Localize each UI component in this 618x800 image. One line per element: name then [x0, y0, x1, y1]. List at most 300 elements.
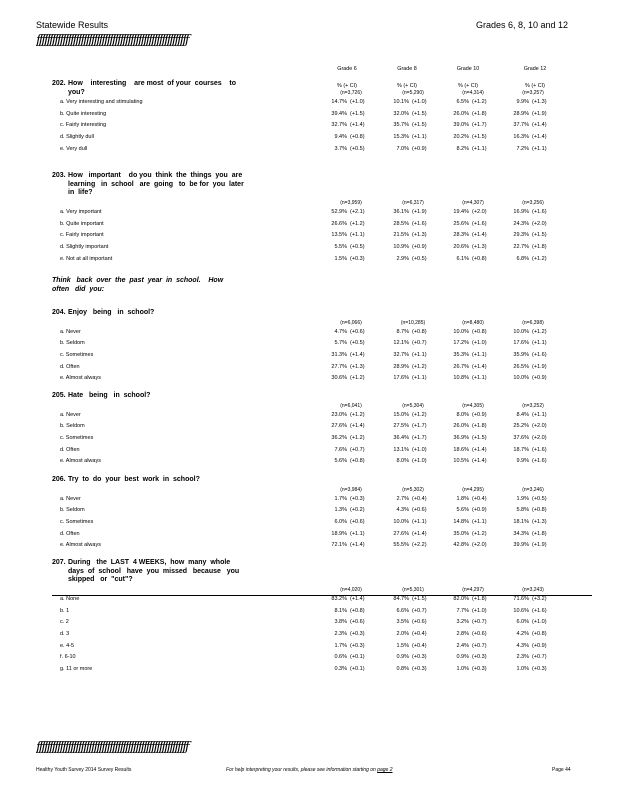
percent-value: 5.5%: [334, 243, 347, 250]
table-row: [60, 134, 618, 144]
confidence-interval: (+1.4): [350, 352, 365, 358]
confidence-interval: (+1.6): [472, 220, 487, 227]
answer-label: b. Seldom: [60, 423, 85, 430]
confidence-interval: (+0.3): [350, 495, 365, 502]
percent-value: 27.6%: [331, 423, 347, 430]
confidence-interval: (+1.4): [350, 122, 365, 129]
percent-value: 10.8%: [453, 375, 469, 382]
table-row: [60, 364, 618, 374]
confidence-interval: (+0.5): [532, 495, 547, 502]
confidence-interval: (+0.9): [472, 411, 487, 418]
table-row: [60, 507, 618, 517]
percent-value: 4.3%: [516, 642, 529, 649]
top-divider: ƒƒƒƒƒƒƒƒƒƒƒƒƒƒƒƒƒƒƒƒƒƒƒƒƒƒƒƒƒƒƒƒƒƒƒƒƒƒƒƒƒƒƒƒƒƒƒƒƒƒƒƒƒƒƒƒƒƒ: [36, 33, 188, 48]
confidence-interval: (+1.1): [472, 352, 487, 358]
confidence-interval: (+0.6): [350, 619, 365, 626]
percent-value: 0.9%: [396, 654, 409, 661]
table-row: [60, 447, 618, 457]
answer-label: c. Sometimes: [60, 352, 94, 358]
table-row: [60, 596, 618, 606]
percent-value: 1.0%: [456, 666, 469, 672]
confidence-interval: (+1.1): [532, 411, 547, 418]
percent-value: 7.0%: [396, 145, 409, 152]
confidence-interval: (+1.5): [412, 110, 427, 117]
percent-value: 1.8%: [456, 495, 469, 502]
percent-value: 16.3%: [513, 134, 529, 141]
confidence-interval: (+1.8): [532, 243, 547, 250]
confidence-interval: (+0.3): [412, 654, 427, 661]
percent-value: 26.7%: [453, 363, 469, 370]
confidence-interval: (+0.3): [472, 666, 487, 672]
percent-value: 9.9%: [516, 458, 529, 465]
table-row: [60, 256, 618, 266]
confidence-interval: (+2.1): [350, 208, 365, 215]
confidence-interval: (+1.4): [350, 423, 365, 430]
percent-value: 6.0%: [334, 519, 347, 525]
confidence-interval: (+1.4): [350, 542, 365, 549]
answer-label: a. Never: [60, 495, 81, 502]
q203-question: [52, 172, 244, 198]
percent-value: 10.9%: [393, 243, 409, 250]
confidence-interval: (+0.8): [412, 328, 427, 335]
confidence-interval: (+1.9): [532, 363, 547, 370]
confidence-interval: (+0.8): [532, 630, 547, 637]
confidence-interval: (+1.6): [532, 446, 547, 453]
percent-value: 3.5%: [396, 619, 409, 626]
confidence-interval: (+0.9): [532, 375, 547, 382]
sample-size: (n=3,243): [522, 586, 544, 593]
percent-value: 39.4%: [331, 110, 347, 117]
confidence-interval: (+0.8): [350, 458, 365, 465]
confidence-interval: (+1.2): [472, 530, 487, 537]
percent-value: 34.3%: [513, 530, 529, 537]
percent-value: 8.0%: [396, 458, 409, 465]
percent-value: 39.9%: [513, 542, 529, 549]
percent-value: 27.6%: [393, 530, 409, 537]
sample-size: (n=5,301): [402, 586, 424, 593]
percent-value: 35.3%: [453, 352, 469, 358]
confidence-interval: (+1.1): [532, 340, 547, 347]
percent-value: 2.3%: [334, 630, 347, 637]
q204-sample-sizes: [0, 320, 618, 328]
percent-value: 32.7%: [393, 352, 409, 358]
sample-size: (n=3,257): [522, 90, 544, 96]
percent-value: 10.5%: [453, 458, 469, 465]
percent-value: 31.3%: [331, 352, 347, 358]
confidence-interval: (+0.1): [350, 654, 365, 661]
answer-label: e. 4-5: [60, 642, 75, 649]
percent-value: 8.7%: [396, 328, 409, 335]
answer-label: b. Seldom: [60, 507, 85, 514]
confidence-interval: (+0.4): [472, 495, 487, 502]
confidence-interval: (+1.5): [472, 435, 487, 441]
q206-number: 206.: [52, 476, 66, 483]
percent-value: 18.1%: [513, 519, 529, 525]
confidence-interval: (+0.3): [350, 630, 365, 637]
percent-value: 28.9%: [393, 363, 409, 370]
percent-value: 7.2%: [516, 145, 529, 152]
table-row: [60, 146, 618, 156]
confidence-interval: (+1.4): [350, 595, 365, 602]
sample-size: (n=4,297): [462, 586, 484, 593]
q202-title: How interesting are most of your courses to you?: [68, 80, 237, 96]
percent-value: 36.4%: [393, 435, 409, 441]
percent-value: 12.1%: [393, 340, 409, 347]
percent-value: 2.7%: [396, 495, 409, 502]
confidence-interval: (+1.1): [412, 352, 427, 358]
confidence-interval: (+2.0): [472, 208, 487, 215]
percent-value: 83.2%: [331, 595, 347, 602]
percent-value: 5.6%: [456, 507, 469, 514]
percent-value: 10.0%: [513, 328, 529, 335]
sample-size: (n=3,246): [522, 486, 544, 493]
q203-sample-sizes: [0, 200, 618, 208]
table-row: [60, 519, 618, 529]
confidence-interval: (+1.0): [412, 99, 427, 105]
sample-size: (n=5,304): [402, 402, 424, 409]
percent-value: 0.9%: [456, 654, 469, 661]
confidence-interval: (+0.6): [472, 630, 487, 637]
confidence-interval: (+0.7): [350, 446, 365, 453]
percent-value: 15.0%: [393, 411, 409, 418]
confidence-interval: (+0.8): [532, 507, 547, 514]
confidence-interval: (+1.1): [532, 145, 547, 152]
answer-label: a. Very interesting and stimulating: [60, 99, 143, 105]
percent-value: 17.6%: [513, 340, 529, 347]
confidence-interval: (+1.4): [412, 530, 427, 537]
percent-value: 17.2%: [453, 340, 469, 347]
confidence-interval: (+1.2): [350, 375, 365, 382]
percent-value: 52.9%: [331, 208, 347, 215]
percent-value: 17.6%: [393, 375, 409, 382]
confidence-interval: (+3.2): [532, 595, 547, 602]
percent-value: 26.5%: [513, 363, 529, 370]
confidence-interval: (+1.0): [412, 458, 427, 465]
q207-question: [52, 559, 239, 585]
confidence-interval: (+1.6): [532, 607, 547, 614]
table-row: [60, 531, 618, 541]
answer-label: f. 6-10: [60, 654, 76, 661]
bottom-divider: ƒƒƒƒƒƒƒƒƒƒƒƒƒƒƒƒƒƒƒƒƒƒƒƒƒƒƒƒƒƒƒƒƒƒƒƒƒƒƒƒƒƒƒƒƒƒƒƒƒƒƒƒƒƒƒƒƒƒ: [36, 740, 188, 755]
percent-value: 1.9%: [516, 495, 529, 502]
confidence-interval: (+0.5): [350, 243, 365, 250]
confidence-interval: (+1.1): [350, 232, 365, 239]
percent-value: 29.3%: [513, 232, 529, 239]
footer-survey: Healthy Youth Survey 2014 Survey Results: [36, 767, 132, 773]
q202-sample-sizes: [0, 90, 618, 98]
percent-value: 20.2%: [453, 134, 469, 141]
percent-value: 26.6%: [331, 220, 347, 227]
table-row: [60, 209, 618, 219]
percent-value: 4.2%: [516, 630, 529, 637]
table-row: [60, 654, 618, 664]
answer-label: a. Never: [60, 411, 81, 418]
q207-sample-sizes: [0, 587, 618, 595]
percent-value: 10.0%: [513, 375, 529, 382]
percent-value: 39.0%: [453, 122, 469, 129]
confidence-interval: (+1.4): [532, 134, 547, 141]
percent-value: 35.0%: [453, 530, 469, 537]
confidence-interval: (+1.2): [350, 435, 365, 441]
answer-label: a. Very important: [60, 208, 102, 215]
confidence-interval: (+1.0): [472, 607, 487, 614]
confidence-interval: (+0.3): [350, 642, 365, 649]
confidence-interval: (+0.6): [412, 619, 427, 626]
sample-size: (n=6,066): [340, 319, 362, 326]
percent-value: 28.9%: [513, 110, 529, 117]
percent-value: 22.7%: [513, 243, 529, 250]
confidence-interval: (+0.7): [412, 340, 427, 347]
percent-value: 4.7%: [334, 328, 347, 335]
table-row: [60, 340, 618, 350]
percent-value: 21.5%: [393, 232, 409, 239]
table-row: [60, 643, 618, 653]
confidence-interval: (+1.4): [472, 363, 487, 370]
percent-value: 5.6%: [334, 458, 347, 465]
confidence-interval: (+0.8): [472, 255, 487, 262]
confidence-interval: (+1.2): [472, 99, 487, 105]
confidence-interval: (+1.3): [412, 232, 427, 239]
sample-size: (n=10,285): [400, 319, 426, 326]
percent-value: 6.5%: [456, 99, 469, 105]
q205-sample-sizes: [0, 403, 618, 411]
percent-value: 1.5%: [334, 255, 347, 262]
percent-value: 32.0%: [393, 110, 409, 117]
sample-size: (n=8,480): [462, 319, 484, 326]
confidence-interval: (+0.6): [350, 519, 365, 525]
confidence-interval: (+1.9): [412, 208, 427, 215]
confidence-interval: (+1.6): [532, 458, 547, 465]
section-intro: Think back over the past year in school. How often did you:: [52, 277, 224, 293]
q203-number: 203.: [52, 172, 66, 179]
percent-value: 18.6%: [453, 446, 469, 453]
percent-value: 1.7%: [334, 495, 347, 502]
confidence-interval: (+2.0): [472, 542, 487, 549]
answer-label: d. Often: [60, 446, 80, 453]
confidence-interval: (+1.2): [350, 220, 365, 227]
confidence-interval: (+0.5): [412, 255, 427, 262]
percent-value: 71.6%: [513, 595, 529, 602]
confidence-interval: (+0.7): [472, 642, 487, 649]
percent-value: 5.7%: [334, 340, 347, 347]
sample-size: (n=3,256): [522, 199, 544, 206]
confidence-interval: (+1.8): [472, 595, 487, 602]
q205-title: Hate being in school?: [68, 392, 151, 399]
confidence-interval: (+0.7): [472, 619, 487, 626]
table-row: [60, 631, 618, 641]
sample-size: (n=3,726): [340, 90, 362, 96]
confidence-interval: (+1.1): [350, 530, 365, 537]
confidence-interval: (+1.1): [412, 134, 427, 141]
confidence-interval: (+1.1): [472, 375, 487, 382]
confidence-interval: (+1.4): [472, 232, 487, 239]
percent-value: 0.3%: [334, 666, 347, 672]
q204-number: 204.: [52, 309, 66, 316]
percent-value: 2.0%: [396, 630, 409, 637]
confidence-interval: (+1.6): [412, 220, 427, 227]
percent-value: 20.6%: [453, 243, 469, 250]
percent-value: 2.9%: [396, 255, 409, 262]
percent-value: 0.6%: [334, 654, 347, 661]
confidence-interval: (+0.9): [412, 243, 427, 250]
confidence-interval: (+2.2): [412, 542, 427, 549]
confidence-interval: (+1.2): [412, 363, 427, 370]
q204-title: Enjoy being in school?: [68, 309, 155, 316]
percent-value: 9.4%: [334, 134, 347, 141]
table-row: [60, 375, 618, 385]
percent-value: 3.8%: [334, 619, 347, 626]
percent-value: 10.0%: [393, 519, 409, 525]
confidence-interval: (+0.5): [350, 340, 365, 347]
confidence-interval: (+1.5): [532, 232, 547, 239]
percent-value: 5.8%: [516, 507, 529, 514]
table-row: [60, 666, 618, 676]
percent-value: 8.0%: [456, 411, 469, 418]
percent-value: 37.6%: [513, 435, 529, 441]
percent-value: 2.8%: [456, 630, 469, 637]
percent-value: 15.3%: [393, 134, 409, 141]
page-number: Page 44: [552, 767, 571, 773]
footer-help: For help interpreting your results, please see information starting on page 2: [226, 767, 393, 773]
confidence-interval: (+2.0): [532, 435, 547, 441]
answer-label: d. Slightly dull: [60, 134, 94, 141]
confidence-interval: (+0.6): [350, 328, 365, 335]
confidence-interval: (+0.4): [412, 495, 427, 502]
table-row: [60, 122, 618, 132]
q205-number: 205.: [52, 392, 66, 399]
percent-value: 26.0%: [453, 423, 469, 430]
percent-value: 30.6%: [331, 375, 347, 382]
confidence-interval: (+1.2): [532, 328, 547, 335]
answer-label: b. Quite interesting: [60, 110, 107, 117]
confidence-interval: (+0.4): [412, 642, 427, 649]
percent-value: 8.1%: [334, 607, 347, 614]
percent-value: 7.7%: [456, 607, 469, 614]
confidence-interval: (+1.9): [532, 110, 547, 117]
confidence-interval: (+1.1): [472, 519, 487, 525]
q203-title: How important do you think the things you are learning in school are going to be for you later in life?: [68, 172, 244, 197]
percent-value: 18.9%: [331, 530, 347, 537]
confidence-interval: (+1.3): [350, 363, 365, 370]
confidence-interval: (+1.2): [412, 411, 427, 418]
percent-value: 24.3%: [513, 220, 529, 227]
percent-value: 82.0%: [453, 595, 469, 602]
percent-value: 27.7%: [331, 363, 347, 370]
sample-size: (n=6,041): [340, 402, 362, 409]
confidence-interval: (+2.0): [532, 423, 547, 430]
percent-value: 3.7%: [334, 145, 347, 152]
q206-title: Try to do your best work in school?: [68, 476, 200, 483]
q207-number: 207.: [52, 559, 66, 566]
answer-label: b. Quite important: [60, 220, 104, 227]
table-row: [60, 608, 618, 618]
confidence-interval: (+0.7): [412, 607, 427, 614]
percent-value: 4.3%: [396, 507, 409, 514]
q205-question: [52, 392, 150, 401]
confidence-interval: (+1.0): [472, 340, 487, 347]
percent-value: 25.6%: [453, 220, 469, 227]
confidence-interval: (+1.2): [350, 411, 365, 418]
percent-value: 36.2%: [331, 435, 347, 441]
percent-value: 37.7%: [513, 122, 529, 129]
percent-value: 28.3%: [453, 232, 469, 239]
confidence-interval: (+1.5): [412, 122, 427, 129]
confidence-interval: (+1.9): [532, 542, 547, 549]
answer-label: c. Sometimes: [60, 435, 94, 441]
table-row: [60, 542, 618, 552]
table-row: [60, 496, 618, 506]
report-title: Statewide Results: [36, 20, 109, 30]
table-row: [60, 329, 618, 339]
confidence-interval: (+1.6): [532, 352, 547, 358]
percent-value: 0.8%: [396, 666, 409, 672]
confidence-interval: (+0.8): [350, 607, 365, 614]
confidence-interval: (+0.5): [350, 145, 365, 152]
percent-value: 10.6%: [513, 607, 529, 614]
sample-size: (n=5,302): [402, 486, 424, 493]
confidence-interval: (+0.3): [412, 666, 427, 672]
percent-value: 23.0%: [331, 411, 347, 418]
answer-label: e. Not at all important: [60, 255, 113, 262]
confidence-interval: (+0.3): [472, 654, 487, 661]
percent-value: 25.2%: [513, 423, 529, 430]
confidence-interval: (+1.0): [532, 619, 547, 626]
percent-value: 27.5%: [393, 423, 409, 430]
sample-size: (n=4,314): [462, 90, 484, 96]
page-link[interactable]: page 2: [377, 767, 393, 773]
confidence-interval: (+1.6): [532, 208, 547, 215]
sample-size: (n=6,317): [402, 199, 424, 206]
answer-label: e. Almost always: [60, 458, 101, 465]
percent-value: 18.7%: [513, 446, 529, 453]
table-row: [60, 232, 618, 242]
confidence-interval: (+0.9): [472, 507, 487, 514]
confidence-interval: (+1.7): [412, 423, 427, 430]
percent-value: 3.2%: [456, 619, 469, 626]
confidence-interval: (+1.8): [472, 110, 487, 117]
confidence-interval: (+1.5): [412, 595, 427, 602]
percent-value: 6.8%: [516, 255, 529, 262]
q206-question: [52, 476, 200, 485]
sample-size: (n=3,959): [340, 199, 362, 206]
percent-value: 1.0%: [516, 666, 529, 672]
sample-size: (n=4,020): [340, 586, 362, 593]
percent-value: 10.0%: [453, 328, 469, 335]
percent-value: 2.3%: [516, 654, 529, 661]
confidence-interval: (+0.8): [350, 134, 365, 141]
confidence-interval: (+0.8): [472, 328, 487, 335]
confidence-interval: (+0.4): [412, 630, 427, 637]
confidence-interval: (+0.7): [532, 654, 547, 661]
answer-label: d. Often: [60, 363, 80, 370]
percent-value: 6.0%: [516, 619, 529, 626]
column-header-grade-12: Grade 12 % (+ CI): [523, 66, 547, 89]
confidence-interval: (+1.0): [350, 99, 365, 105]
table-row: [60, 423, 618, 433]
answer-label: d. Slightly important: [60, 243, 109, 250]
percent-value: 42.8%: [453, 542, 469, 549]
confidence-interval: (+1.1): [412, 375, 427, 382]
answer-label: c. Sometimes: [60, 519, 94, 525]
table-row: [60, 435, 618, 445]
percent-value: 26.0%: [453, 110, 469, 117]
percent-value: 36.1%: [393, 208, 409, 215]
confidence-interval: (+0.6): [412, 507, 427, 514]
confidence-interval: (+1.7): [472, 122, 487, 129]
percent-value: 1.5%: [396, 642, 409, 649]
percent-value: 32.7%: [331, 122, 347, 129]
answer-label: e. Very dull: [60, 145, 88, 152]
